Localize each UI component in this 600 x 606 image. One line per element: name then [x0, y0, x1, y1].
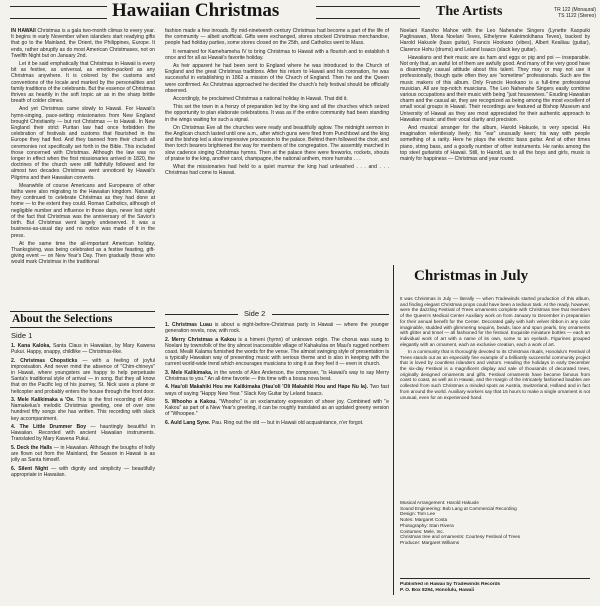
track-title: 4. The Little Drummer Boy — [11, 424, 87, 430]
side-2-track-1 — [165, 322, 389, 334]
track-text: — hauntingly beautiful in Hawaiian. Recorded with ancient Hawaiian instruments. Translated by Mary Kawena Pukui. — [11, 424, 155, 443]
track-text: This is the first recording of Alice Namakelua's melodic Christmas greeting, one of over one hundred fifty songs she has written. This recording with slack key accompaniment. — [11, 397, 155, 422]
history-paragraph-7: What the missionaries had held to a quiet murmur the king had unleashed . . . and . . . Christmas had come to Hawaii. — [165, 164, 389, 177]
history-paragraph-1: fashion made a few inroads. By mid-nineteenth century Christmas had become a part of the life of the community — albeit unofficial. Gifts were exchanged, stores stocked Christmas merchandise, people had holiday parties, some stores closed on the 25th, and Catholics went to Mass. — [165, 28, 389, 47]
history-paragraph-5: This set the town in a frenzy of preparation led by the king and all the churches which seized the opportunity to plan elaborate celebrations. It was as if the entire community had been standing in the wings waiting for such a signal. — [165, 104, 389, 123]
track-text: "Whooho" is an exclamatory expression of sheer joy. Combined with "e Kakou" as part of a New Year's greeting, it can be roughly translated as an updated greeny version of "Whoopee." — [165, 398, 389, 418]
header-rule-left-top — [10, 6, 107, 7]
track-text: — in Hawaiian. Although the boughs of holly are flown out from the Mainland, the Season in Hawaii is as jolly as Santa himself. — [11, 444, 155, 464]
christmas-in-july-paragraph-2: In a community that is thoroughly devoted to its Christmas rituals, Honolulu's Festival of Trees stands out as an especially fine example of a brilliantly successful community project that is loved by countless islanders and visitors. Heading the holidays in early December the six-day Festival is a magnificent display and sale of thousands of decorated trees, originally designed ornaments and gifts. Festival ornaments have become famous from coast to coast, as well as in Hawaii, and the margin of the intricately fashioned baubles are collected from such Christmas a minded spots as Austria, Switzerland, Holland and in fact from around the world. Auxiliary workers say that 15 hours to make a single ornament is not unusual, even for an experienced hand. — [400, 348, 590, 400]
side-2-list — [165, 322, 389, 598]
track-title: 1. Kana Kaloka, — [11, 343, 51, 349]
credit-line: Christmas tree and ornaments: Courtesy Festival of Trees — [400, 534, 521, 540]
track-title: 2. Christmas Chopsticks — [11, 357, 78, 364]
side-2-track-6 — [165, 420, 389, 426]
catalog-mono: TR 122 (Monaural) — [554, 7, 596, 13]
track-title: 3. Mele Kalikimaka a 'Oe. — [11, 397, 75, 403]
credit-line: Sound Engineering: Bob Lang at Commercial Recording — [400, 505, 517, 511]
christmas-in-july-text — [400, 296, 590, 456]
christmas-in-july-heading: Christmas in July — [414, 268, 529, 284]
side-2-track-2 — [165, 337, 389, 368]
side-1-label: Side 1 — [11, 331, 33, 340]
track-text: Pau. Ring out the old — but in Hawaii old acquaintance, n'er forgot. — [210, 419, 364, 426]
side-2-label: Side 2 — [244, 309, 266, 318]
track-title: 5. Deck the Halls — [11, 444, 53, 451]
intro-lead: IN HAWAII — [11, 28, 36, 34]
credit-line: Costumes: Mele, Inc. — [400, 528, 445, 534]
publisher-line-2: P. O. Box 8294, Honolulu, Hawaii — [400, 587, 475, 593]
side-2-rule-right — [272, 314, 389, 315]
track-title: 2. Merry Christmas a Kakou — [165, 336, 237, 343]
track-title: 3. Mele Kalikimaka, — [165, 369, 213, 376]
track-title: 4. Hau'oli Makahiki Hou me Kalikimaka (Hau'oli 'Oli Makahiki Hou and Hape Nu Ia). — [165, 384, 368, 391]
christmas-in-july-paragraph-1: It was Christmas in July — literally — when Tradewinds started production of this album, and finding elegant Christmas props could have been a tedious task. At the ready, however, were the dazzling Festival of Trees ornaments complete with Christmas tree that members of the Queen's Medical Center Auxiliary work on from January to December in preparation for their annual benefit for the Center. Decorated gaily with lush velvet ribbon in any color imaginable, studded with glimmering sequins, beads, lace and spun pearls, tiny ornaments with glitter and tinsel — all fashioned for the festival. Exquisite miniature bottles — each an individual work of art with a name of its own, some to an eyelash. Figurines grouped elegantly with an ornament, each an exclusive creation, each a work of art. — [400, 296, 590, 347]
track-text: Two fast ways of saying "Happy New Year." Slack Key Guitar by Leland Isaacs. — [165, 384, 389, 397]
credit-line: Design: Tom Lee — [400, 511, 436, 517]
side-1-track-3 — [11, 397, 155, 422]
track-text: — with a feeling of joyful improvisation. And never mind the absence of "Chim-chineys" in Hawaii, where youngsters are happy to help perpetuate Santa's traditional style of arrival — in song. But they all know that on the Pacific leg of his journey, St. Nick uses a plane or helicopter and probably enters the house through the front door. — [11, 357, 155, 395]
track-text: is about a night-before-Christmas party in Hawaii — where the younger generation revels, now, with rock. — [165, 322, 389, 335]
side-1-list — [11, 343, 155, 598]
side-1-track-4 — [11, 424, 155, 443]
track-title: 5. Whooho a Kakou. — [165, 398, 217, 405]
catalog-stereo: TS 1122 (Stereo) — [558, 13, 596, 19]
credit-line: Photography: Stan Rivera — [400, 522, 454, 528]
artists-paragraph-1: Noelani Kanoho Mahoe with the Leo Nahenahe Singers (Lynette Kaopuiki Paglinawan, Mona Noelani Teves, Ethelynne Kaleimokihana Teves), backed by Harold Hakuole (bass guitar), Francis Hookano (vibes), Albert Kealiiau (guitar), Clarence Hohu (drums) and Leland Isaacs (slack key guitar). — [400, 28, 590, 53]
header-rule-mid-bottom — [316, 18, 420, 19]
artists-paragraph-2: Hawaiians and their music are as ham and eggs or pig and poi — inseparable. Not only that, an awful lot of them are awfully good. And many of the very good have a disarmingly casual attitude about this talent. They may or may not use it professionally, though quite often they are "sometime" professionals. Such are the music makers of this album. Only Francis Hookano is a full-time professional musician. All are top-notch musicians. The Leo Nahenahe Singers easily combine various occupations and their music with being "just housewives." Exuding Hawaiian charm and the casual air, they are recognized as being among the most excellent of small vocal groups in Hawaii. Their recordings are featured at Bishop Museum and University of Hawaii as they are most appreciated for their authentic approach to Hawaiian music and their vocal clarity and precision. — [400, 54, 590, 123]
artists-heading: The Artists — [436, 4, 503, 19]
track-text: is a himeni (hymn) of unknown origin. The chorus was sung to Noelani by townsfolk of the tiny almost inaccessible village of Kahakuloa on Maui's rugged northern coast. Mealii Kalama furnished the words for the verse. The almost swinging style of presentation is a typically Hawaiian way of presenting music with serious theme and is also in keeping with the current world-wide trend which encourages musicians to sing it as they feel it — even in church. — [165, 336, 389, 368]
publisher-block — [400, 582, 590, 596]
side-2-track-5 — [165, 399, 389, 418]
intro-paragraph-5: At the same time the all-important American holiday, Thanksgiving, was being celebrated as a festive feasting, gift-giving event — on New Year's Day. Then gradually those who would mark Christmas in the traditional — [11, 240, 155, 266]
track-title: 6. Silent Night — [11, 465, 49, 472]
side-1-track-1 — [11, 343, 155, 355]
history-paragraph-4: Accordingly, he proclaimed Christmas a national holiday in Hawaii. That did it. — [173, 96, 348, 103]
history-paragraph-3: As heir apparent he had been sent to England where he was introduced to the Church of England and the great Christmas traditions. After his return to Hawaii and his coronation, he was successful in establishing in 1862 a mission of the Church of England. Then he and the Queen were confirmed. As Christmas approached he decided the church's holy festival should be officially observed. — [165, 63, 389, 94]
selections-heading-rule-bottom — [10, 327, 155, 328]
history-paragraph-6: On Christmas Eve all the churches were ready and beautifully aglow. The midnight sermon in the Anglican church lasted until one a.m., after which guns were fired from Punchbowl and the king and the bishop led a slow impressive procession to the palace. Behind them followed the choir, and then torch bearers brightened the way for members of the congregation. The assembly marched in slow cadence singing Christmas hymns. Then at the palace there were fireworks, rockets, shouts of praise to the king, another carol, champagne, the national anthem, more hurrahs . . . — [165, 124, 389, 162]
artists-paragraph-3: And musical arranger for the album, Harold Hakuole, is very special. His imagination relentlessly lively; his "ear" unusually keen; his way with people something of a rarity. Here he plays the electric bass guitar. And at other times piano, string bass, and a goodly number of other instruments. He ranks among the top steel guitarists of Hawaii. Still, to Harold, as to all the boys and girls, music is mainly for happiness — Christmas and year round. — [400, 125, 590, 163]
side-2-track-4 — [165, 384, 389, 396]
intro-paragraph-4: Meanwhile of course Americans and Europeans of other faiths were also migrating to the Hawaiian kingdom. Naturally they continued to celebrate Christmas as they had done at home — to the extent they could. Roman Catholics, although of negligible number and influence in those days, never lost sight of the fact that Christmas was the anniversary of the Savior's birth. But Christmas went largely undeserved. It was a business-as-usual day and no notice was made of it in the press. — [11, 182, 155, 239]
side-1-track-2 — [11, 358, 155, 395]
header-rule-mid-top — [316, 6, 420, 7]
history-column — [165, 28, 389, 311]
intro-paragraph-3: And yet Christmas came slowly to Hawaii. For Hawaii's hymn-singing, pace-setting missionaries from New England brought Christianity — but not Christmas — to Hawaii. In New England their strict Puritan law had once forbidden the celebration of festivals and customs that flourished in the Europe they had fled. And they banned from their church all ceremonies not specifically set forth in the Bible. This included those concerned with Christmas. Although the law was no longer in effect when the first missionaries arrived in 1820, the doctrines of the church were still faithfully followed and for almost two decades Christmas went unnoticed by Hawaii's Pilgrims and their Hawaiian converts. — [11, 106, 155, 181]
credit-line: Musical Arrangement: Harold Hakuole — [400, 500, 479, 505]
selections-heading: About the Selections — [12, 313, 113, 325]
track-title: 6. Auld Lang Syne. — [165, 419, 211, 426]
track-title: 1. Christmas Luau — [165, 322, 212, 328]
artists-column — [400, 28, 590, 258]
credit-line: Producer: Margaret Williams — [400, 539, 460, 545]
intro-paragraph-1-text: Christmas is a gala two-month climax to every year. It begins in early November when islanders start readying gifts that go to the Mainland, the Orient, the Philippines, Europe. It ends, rather abruptly as do most American Christmases, not on Twelfth Night but on January 2nd. — [11, 28, 155, 59]
history-paragraph-2: It remained for Kamehameha IV to bring Christmas to Hawaii with a flourish and to establish it once and for all as Hawaii's favorite holiday. — [165, 48, 389, 61]
intro-column — [11, 28, 155, 311]
credit-line: Notes: Margaret Costa — [400, 517, 448, 523]
album-title: Hawaiian Christmas — [112, 0, 280, 21]
side-1-track-5 — [11, 445, 155, 464]
side-2-track-3 — [165, 370, 389, 382]
side-1-track-6 — [11, 466, 155, 478]
track-text: in the words of Alex Anderson, the composer, "is Hawaii's way to say Merry Christmas to you." An all-time favorite — this time with a bossa nova beat. — [165, 369, 389, 382]
column-divider — [393, 265, 394, 595]
publisher-line-1: Published in Hawaii by Tradewinds Records — [400, 582, 501, 587]
side-2-rule-left — [165, 314, 238, 315]
intro-paragraph-1 — [11, 28, 155, 59]
credits-block — [400, 500, 590, 552]
publisher-rule — [400, 578, 590, 579]
header-rule-left-bottom — [10, 18, 107, 19]
intro-paragraph-2: Let it be said emphatically that Christmas in Hawaii is every bit as festive, as universal, as emotion-packed as any Christmas anywhere. It is colored by the customs and conventions of the locale and marked by the personalities and family traditions of the celebrants. But the essence of Christmas thrives as heartily in the soft tropic air as in the sharp brittle breath of colder climes. — [11, 61, 155, 105]
track-text: Santa Claus in Hawaiian, by Mary Kawena Pukui. Happy, snappy, childlike — Christmas-like. — [11, 343, 155, 356]
track-text: — with dignity and simplicity — beautifully appropriate in Hawaiian. — [11, 465, 155, 478]
